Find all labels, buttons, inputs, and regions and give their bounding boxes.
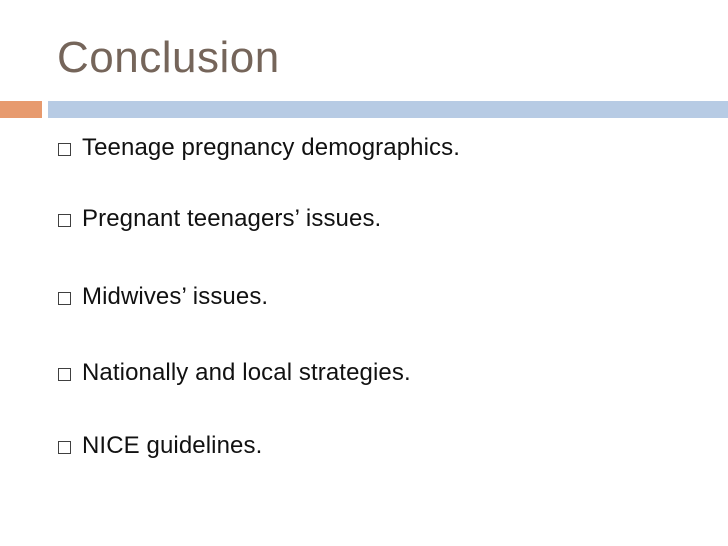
square-bullet-icon <box>58 368 71 381</box>
bullet-item <box>58 131 460 165</box>
bullet-text: Midwives’ issues. <box>82 283 269 310</box>
bullet-item <box>58 280 268 314</box>
bullet-text: Teenage pregnancy demographics. <box>82 134 461 161</box>
bullet-text: Pregnant teenagers’ issues. <box>82 205 382 232</box>
square-bullet-icon <box>58 143 71 156</box>
bullet-item <box>58 356 411 390</box>
bullet-item <box>58 429 262 463</box>
square-bullet-icon <box>58 214 71 227</box>
bullet-item <box>58 202 381 236</box>
square-bullet-icon <box>58 292 71 305</box>
slide-title: Conclusion <box>57 33 280 82</box>
square-bullet-icon <box>58 441 71 454</box>
bullet-text: Nationally and local strategies. <box>82 359 411 386</box>
bullet-text: NICE guidelines. <box>82 432 263 459</box>
